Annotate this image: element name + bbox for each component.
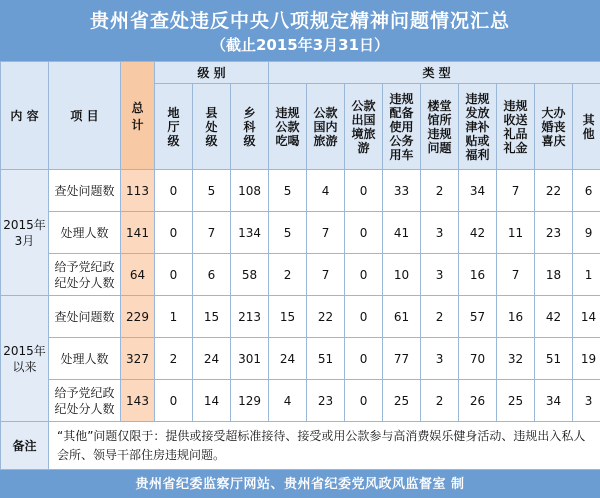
table-cell: 11 [497,212,535,254]
table-cell: 2 [269,254,307,296]
column-header-4 [307,84,345,170]
table-cell: 32 [497,338,535,380]
note-text: “其他”问题仅限于：提供或接受超标准接待、接受或用公款参与高消费娱乐健身活动、违规出入私人会所、领导干部住房违规问题。 [49,422,600,470]
table-cell: 34 [459,170,497,212]
column-header-label: 大办 婚丧 喜庆 [541,105,566,148]
column-header-label: 县 处 级 [205,105,218,148]
item-header: 项 目 [49,62,121,170]
table-cell: 0 [345,170,383,212]
row-total: 64 [121,254,155,296]
table-cell: 0 [345,380,383,422]
column-header-label: 公款 国内 旅游 [313,105,338,148]
table-cell: 0 [345,338,383,380]
table-cell: 51 [307,338,345,380]
table-cell: 1 [573,254,600,296]
table-cell: 134 [231,212,269,254]
table-cell: 4 [307,170,345,212]
column-header-label: 违规 公款 吃喝 [275,105,300,148]
row-total: 143 [121,380,155,422]
table-cell: 41 [383,212,421,254]
column-header-5 [345,84,383,170]
table-cell: 3 [573,380,600,422]
table-cell: 3 [421,338,459,380]
table-cell: 6 [573,170,600,212]
column-header-2 [231,84,269,170]
table-cell: 7 [193,212,231,254]
column-header-label: 楼堂 馆所 违规 问题 [427,98,452,155]
table-cell: 3 [421,212,459,254]
row-total: 141 [121,212,155,254]
table-cell: 2 [421,296,459,338]
table-cell: 14 [573,296,600,338]
total-header-text: 总 计 [131,100,144,132]
table-cell: 22 [307,296,345,338]
table-row [1,170,600,212]
table-cell: 129 [231,380,269,422]
table-cell: 25 [497,380,535,422]
table-cell: 24 [269,338,307,380]
table-cell: 0 [155,254,193,296]
row-item-label: 处理人数 [49,338,121,380]
table-cell: 42 [535,296,573,338]
content-header: 内 容 [1,62,49,170]
table-cell: 24 [193,338,231,380]
column-header-11 [573,84,600,170]
column-header-label: 公款 出国 境旅 游 [351,98,376,155]
row-item-label: 给予党纪政纪处分人数 [49,254,121,296]
table-cell: 19 [573,338,600,380]
column-header-0 [155,84,193,170]
type-group-header: 类 型 [269,62,600,84]
row-item-label: 处理人数 [49,212,121,254]
table-cell: 1 [155,296,193,338]
column-header-label: 违规 发放 津补 贴或 福利 [465,91,490,162]
table-cell: 301 [231,338,269,380]
row-total: 113 [121,170,155,212]
table-cell: 0 [155,212,193,254]
footer-credit: 贵州省纪委监察厅网站、贵州省纪委党风政风监督室 制 [135,477,465,492]
table-row [1,254,600,296]
table-row [1,380,600,422]
page-subtitle: （截止2015年3月31日） [210,36,390,54]
table-cell: 22 [535,170,573,212]
table-cell: 0 [155,380,193,422]
table-cell: 15 [193,296,231,338]
table-cell: 57 [459,296,497,338]
table-cell: 3 [421,254,459,296]
table-cell: 34 [535,380,573,422]
table-cell: 61 [383,296,421,338]
row-item-label: 给予党纪政纪处分人数 [49,380,121,422]
table-row [1,296,600,338]
table-cell: 6 [193,254,231,296]
table-cell: 77 [383,338,421,380]
period-label: 2015年以来 [1,296,49,422]
column-header-3 [269,84,307,170]
column-header-1 [193,84,231,170]
table-cell: 25 [383,380,421,422]
column-header-label: 违规 收送 礼品 礼金 [503,98,528,155]
table-row [1,212,600,254]
table-cell: 4 [269,380,307,422]
column-header-8 [459,84,497,170]
table-cell: 5 [269,170,307,212]
table-cell: 108 [231,170,269,212]
table-cell: 16 [459,254,497,296]
column-header-label: 乡 科 级 [243,105,256,148]
table-cell: 23 [307,380,345,422]
table-cell: 213 [231,296,269,338]
column-header-7 [421,84,459,170]
table-cell: 5 [269,212,307,254]
table-cell: 10 [383,254,421,296]
table-cell: 0 [345,254,383,296]
table-cell: 2 [421,380,459,422]
table-cell: 2 [421,170,459,212]
table-cell: 9 [573,212,600,254]
table-cell: 70 [459,338,497,380]
table-cell: 51 [535,338,573,380]
table-cell: 23 [535,212,573,254]
table-cell: 7 [497,254,535,296]
table-cell: 7 [497,170,535,212]
table-cell: 18 [535,254,573,296]
period-label: 2015年3月 [1,170,49,296]
table-cell: 15 [269,296,307,338]
note-row [1,422,600,470]
column-header-9 [497,84,535,170]
table-cell: 5 [193,170,231,212]
table-cell: 2 [155,338,193,380]
row-item-label: 查处问题数 [49,296,121,338]
level-group-header: 级 别 [155,62,269,84]
table-cell: 0 [155,170,193,212]
column-header-6 [383,84,421,170]
note-label: 备注 [1,422,49,470]
row-item-label: 查处问题数 [49,170,121,212]
table-cell: 16 [497,296,535,338]
column-header-10 [535,84,573,170]
row-total: 327 [121,338,155,380]
table-cell: 7 [307,254,345,296]
table-cell: 0 [345,212,383,254]
table-cell: 0 [345,296,383,338]
summary-table [0,61,600,470]
table-cell: 33 [383,170,421,212]
header-group-row [1,62,600,84]
column-header-label: 违规 配备 使用 公务 用车 [389,91,414,162]
row-total: 229 [121,296,155,338]
total-header [121,62,155,170]
table-cell: 58 [231,254,269,296]
column-header-label: 其 他 [582,112,595,141]
column-header-label: 地 厅 级 [167,105,180,148]
table-cell: 26 [459,380,497,422]
table-row [1,338,600,380]
table-cell: 14 [193,380,231,422]
table-cell: 7 [307,212,345,254]
table-cell: 42 [459,212,497,254]
page-title: 贵州省查处违反中央八项规定精神问题情况汇总 [89,10,510,32]
